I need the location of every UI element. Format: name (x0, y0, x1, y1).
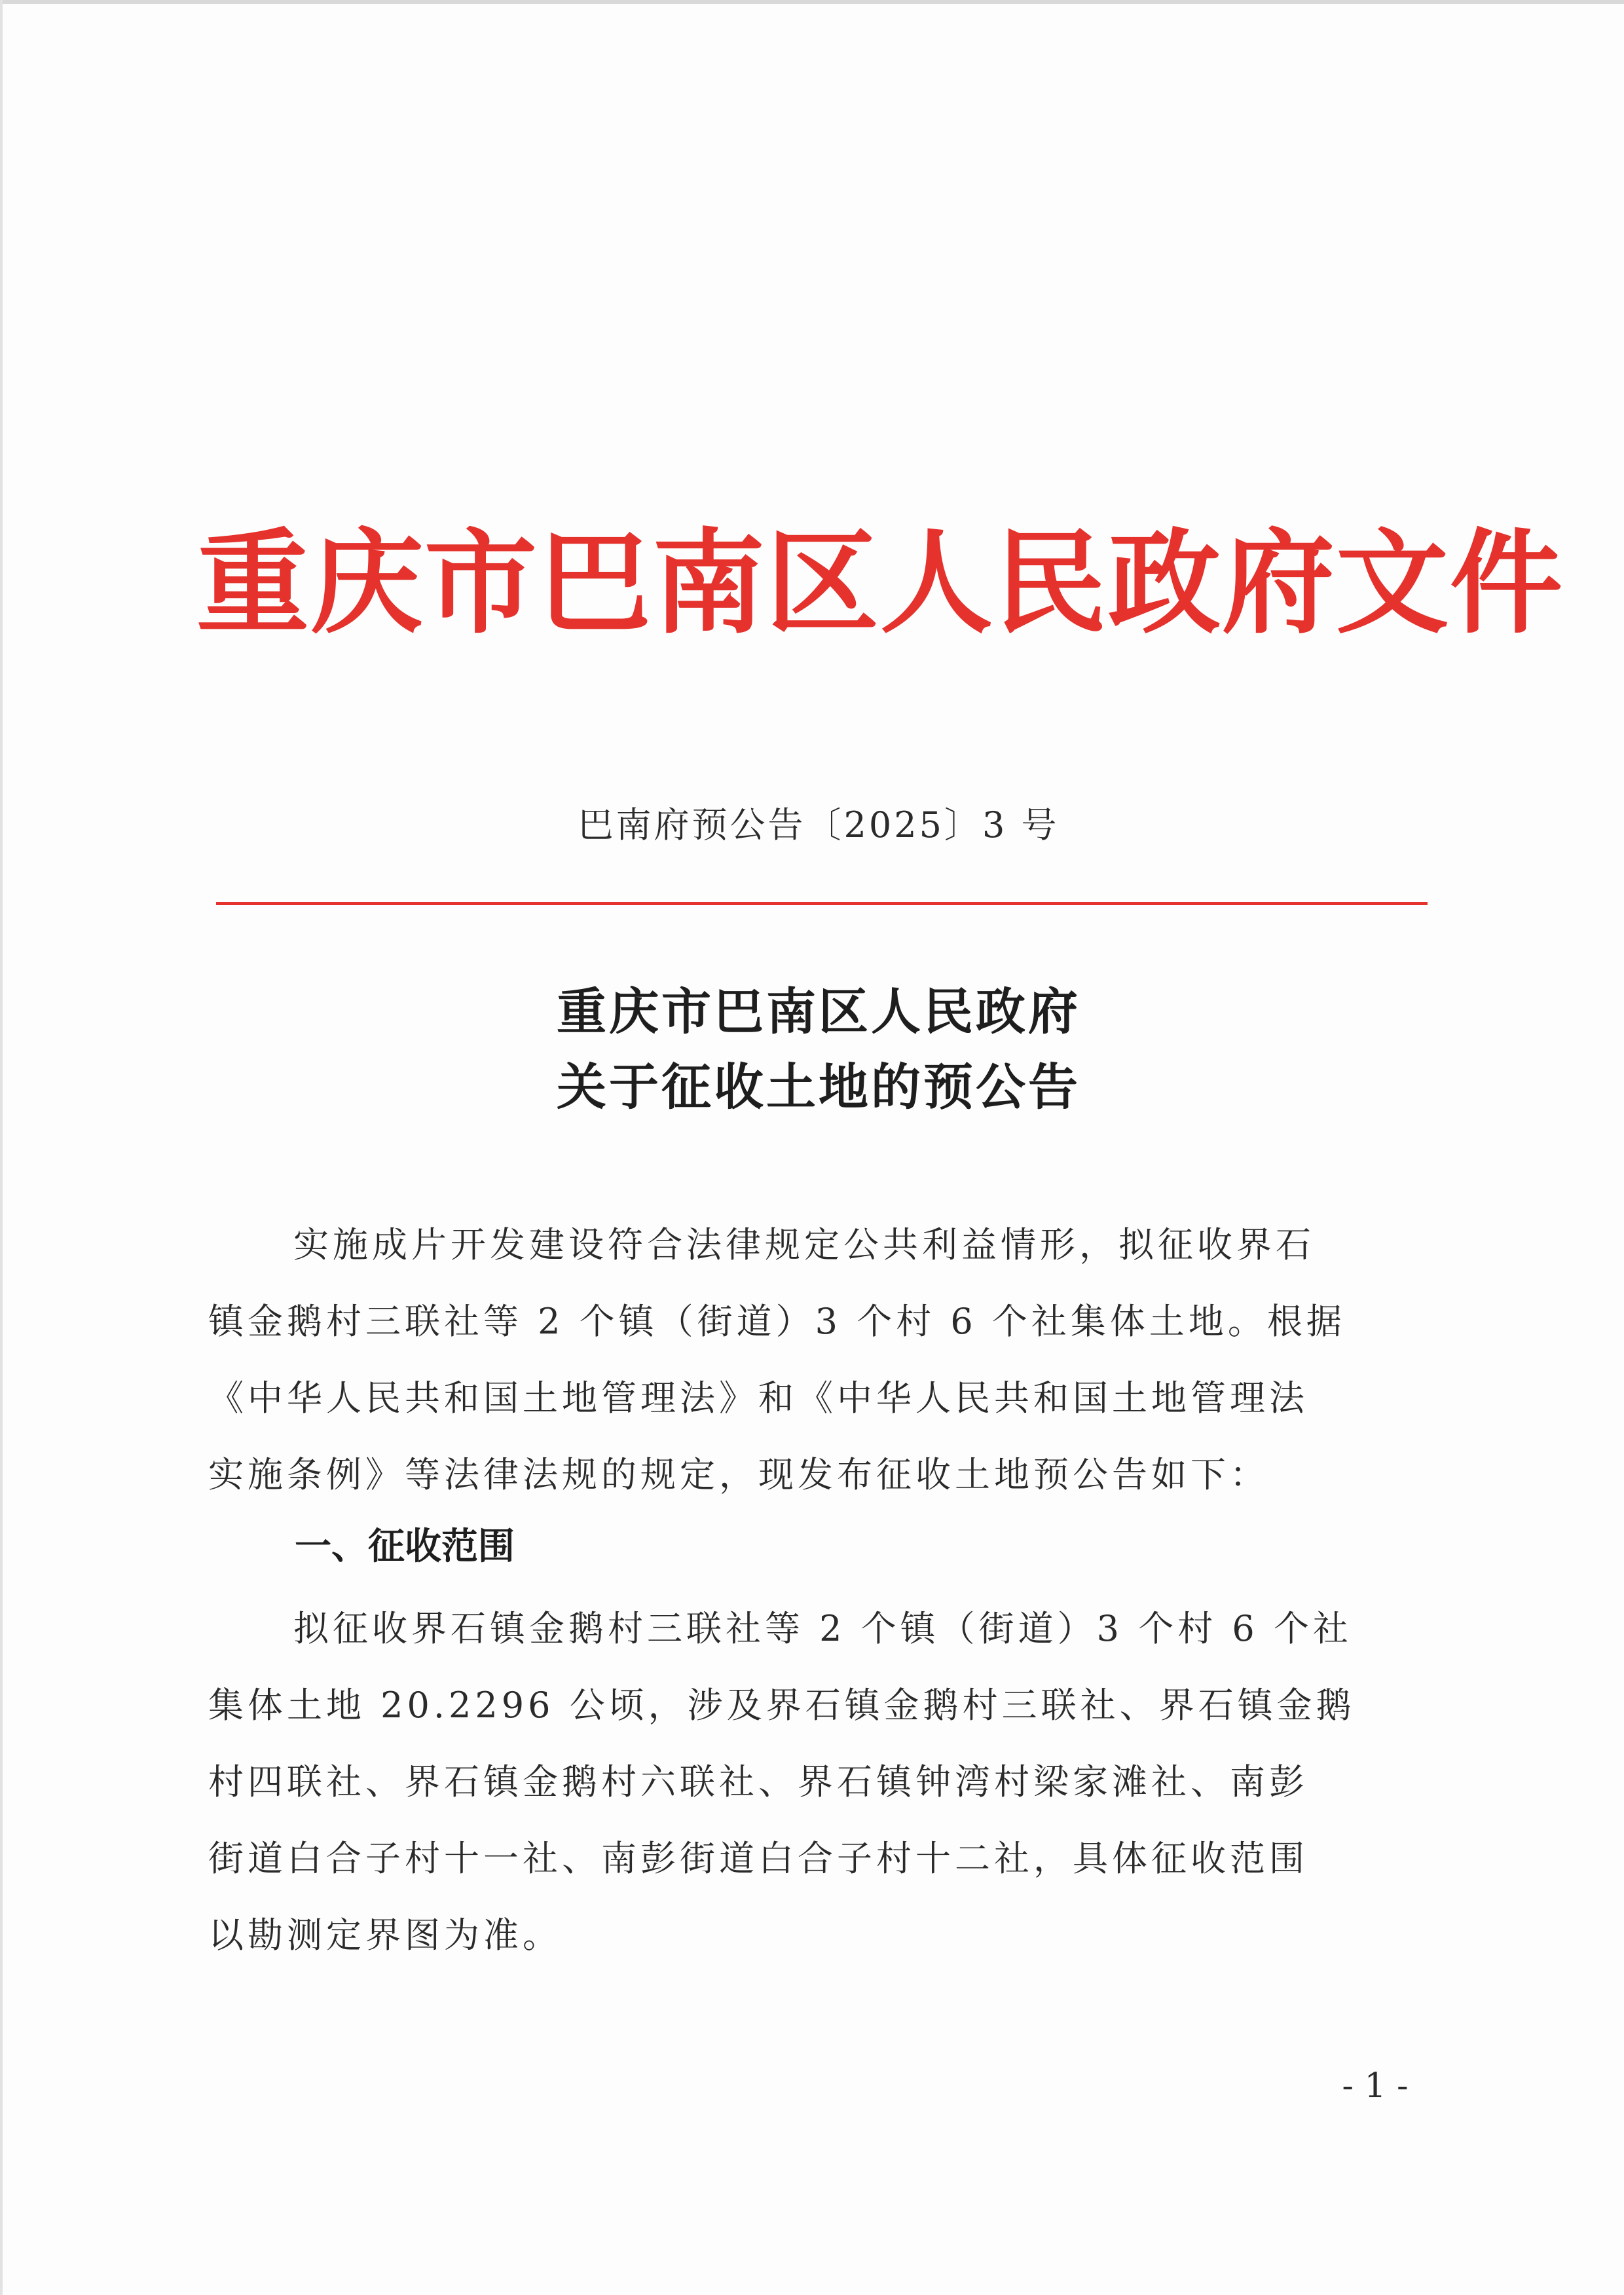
page-number: - 1 - (1342, 2066, 1409, 2106)
paragraph-2-line-2: 集体土地 20.2296 公顷，涉及界石镇金鹅村三联社、界石镇金鹅 (208, 1685, 1356, 1726)
paragraph-1-line-2: 镇金鹅村三联社等 2 个镇（街道）3 个村 6 个社集体土地。根据 (208, 1301, 1346, 1342)
red-masthead: 重庆市巴南区人民政府文件 (196, 516, 1564, 649)
paragraph-2-line-4: 街道白合子村十一社、南彭街道白合子村十二社，具体征收范围 (208, 1838, 1308, 1879)
document-title-line-2: 关于征收土地的预公告 (557, 1058, 1080, 1116)
document-title-line-1: 重庆市巴南区人民政府 (557, 982, 1080, 1041)
scan-edge-top (0, 0, 1624, 4)
section-heading-scope: 一、征收范围 (295, 1525, 515, 1568)
red-separator-line (216, 902, 1428, 905)
paragraph-1-line-1: 实施成片开发建设符合法律规定公共利益情形，拟征收界石 (293, 1224, 1315, 1265)
scan-edge-left (0, 0, 3, 2295)
paragraph-2-line-3: 村四联社、界石镇金鹅村六联社、界石镇钟湾村梁家滩社、南彭 (208, 1761, 1308, 1802)
document-number: 巴南府预公告〔2025〕3 号 (578, 804, 1060, 846)
paragraph-1-line-4: 实施条例》等法律法规的规定，现发布征收土地预公告如下： (208, 1454, 1269, 1495)
paragraph-2-line-5: 以勘测定界图为准。 (208, 1914, 562, 1956)
paragraph-1-line-3: 《中华人民共和国土地管理法》和《中华人民共和国土地管理法 (208, 1377, 1308, 1419)
paragraph-2-line-1: 拟征收界石镇金鹅村三联社等 2 个镇（街道）3 个村 6 个社 (293, 1608, 1352, 1649)
